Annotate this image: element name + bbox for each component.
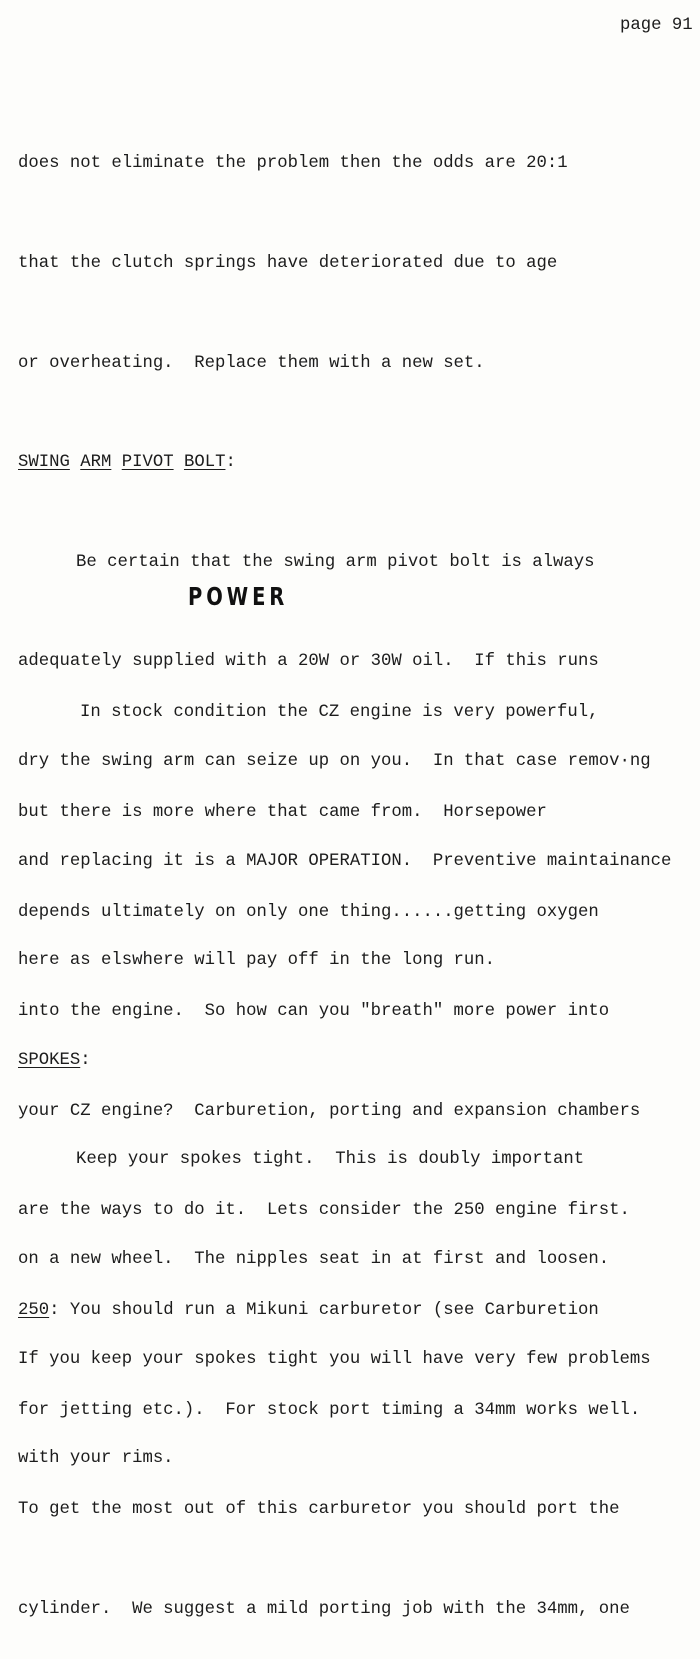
text-line: adequately supplied with a 20W or 30W oil. If this runs (18, 652, 599, 672)
text-line: your CZ engine? Carburetion, porting and expansion chambers (18, 1101, 641, 1121)
text-line: Keep your spokes tight. This is doubly important (76, 1150, 585, 1170)
text-line: does not eliminate the problem then the odds are 20:1 (18, 154, 568, 174)
heading-word: SWING (18, 453, 70, 473)
text-250-rest: : You should run a Mikuni carburetor (see Carburetion (49, 1300, 599, 1320)
text-line: are the ways to do it. Lets consider the 250 engine first. (18, 1201, 630, 1221)
section-power (18, 630, 640, 1659)
text-line: into the engine. So how can you "breath" more power into (18, 1002, 610, 1022)
text-line: To get the most out of this carburetor you should port the (18, 1500, 620, 1520)
heading-word: SPOKES (18, 1050, 81, 1070)
text-line: Be certain that the swing arm pivot bolt is always (76, 552, 595, 572)
text-line: that the clutch springs have deteriorated due to age (18, 254, 558, 273)
label-250: 250 (18, 1300, 50, 1320)
heading-colon: : (225, 453, 236, 473)
heading-word: PIVOT (121, 453, 174, 473)
text-line: but there is more where that came from. Horsepower (18, 803, 547, 822)
text-line: here as elswhere will pay off in the long run. (18, 951, 496, 971)
text-line: and replacing it is a MAJOR OPERATION. Preventive maintainance (18, 851, 672, 871)
page-number: page 91 (620, 16, 693, 35)
text-line: dry the swing arm can seize up on you. In that case remov·ng (18, 751, 651, 771)
heading-word: ARM (80, 453, 112, 473)
text-line: If you keep your spokes tight you will have very few problems (18, 1349, 651, 1369)
text-line: In stock condition the CZ engine is very powerful, (80, 703, 599, 723)
text-line: for jetting etc.). For stock port timing a 34mm works well. (18, 1400, 641, 1420)
text-line: on a new wheel. The nipples seat in at first and loosen. (18, 1249, 610, 1269)
heading-word: BOLT (183, 453, 226, 473)
text-line: depends ultimately on only one thing......getting oxygen (18, 902, 599, 922)
power-heading: POWER (188, 582, 289, 611)
swing-arm-heading (18, 446, 671, 479)
heading-colon: : (80, 1050, 91, 1070)
text-line: cylinder. We suggest a mild porting job with the 34mm, one (18, 1599, 630, 1619)
text-line: or overheating. Replace them with a new set. (18, 353, 485, 373)
text-line-250 (18, 1294, 640, 1327)
text-line: with your rims. (18, 1449, 174, 1469)
